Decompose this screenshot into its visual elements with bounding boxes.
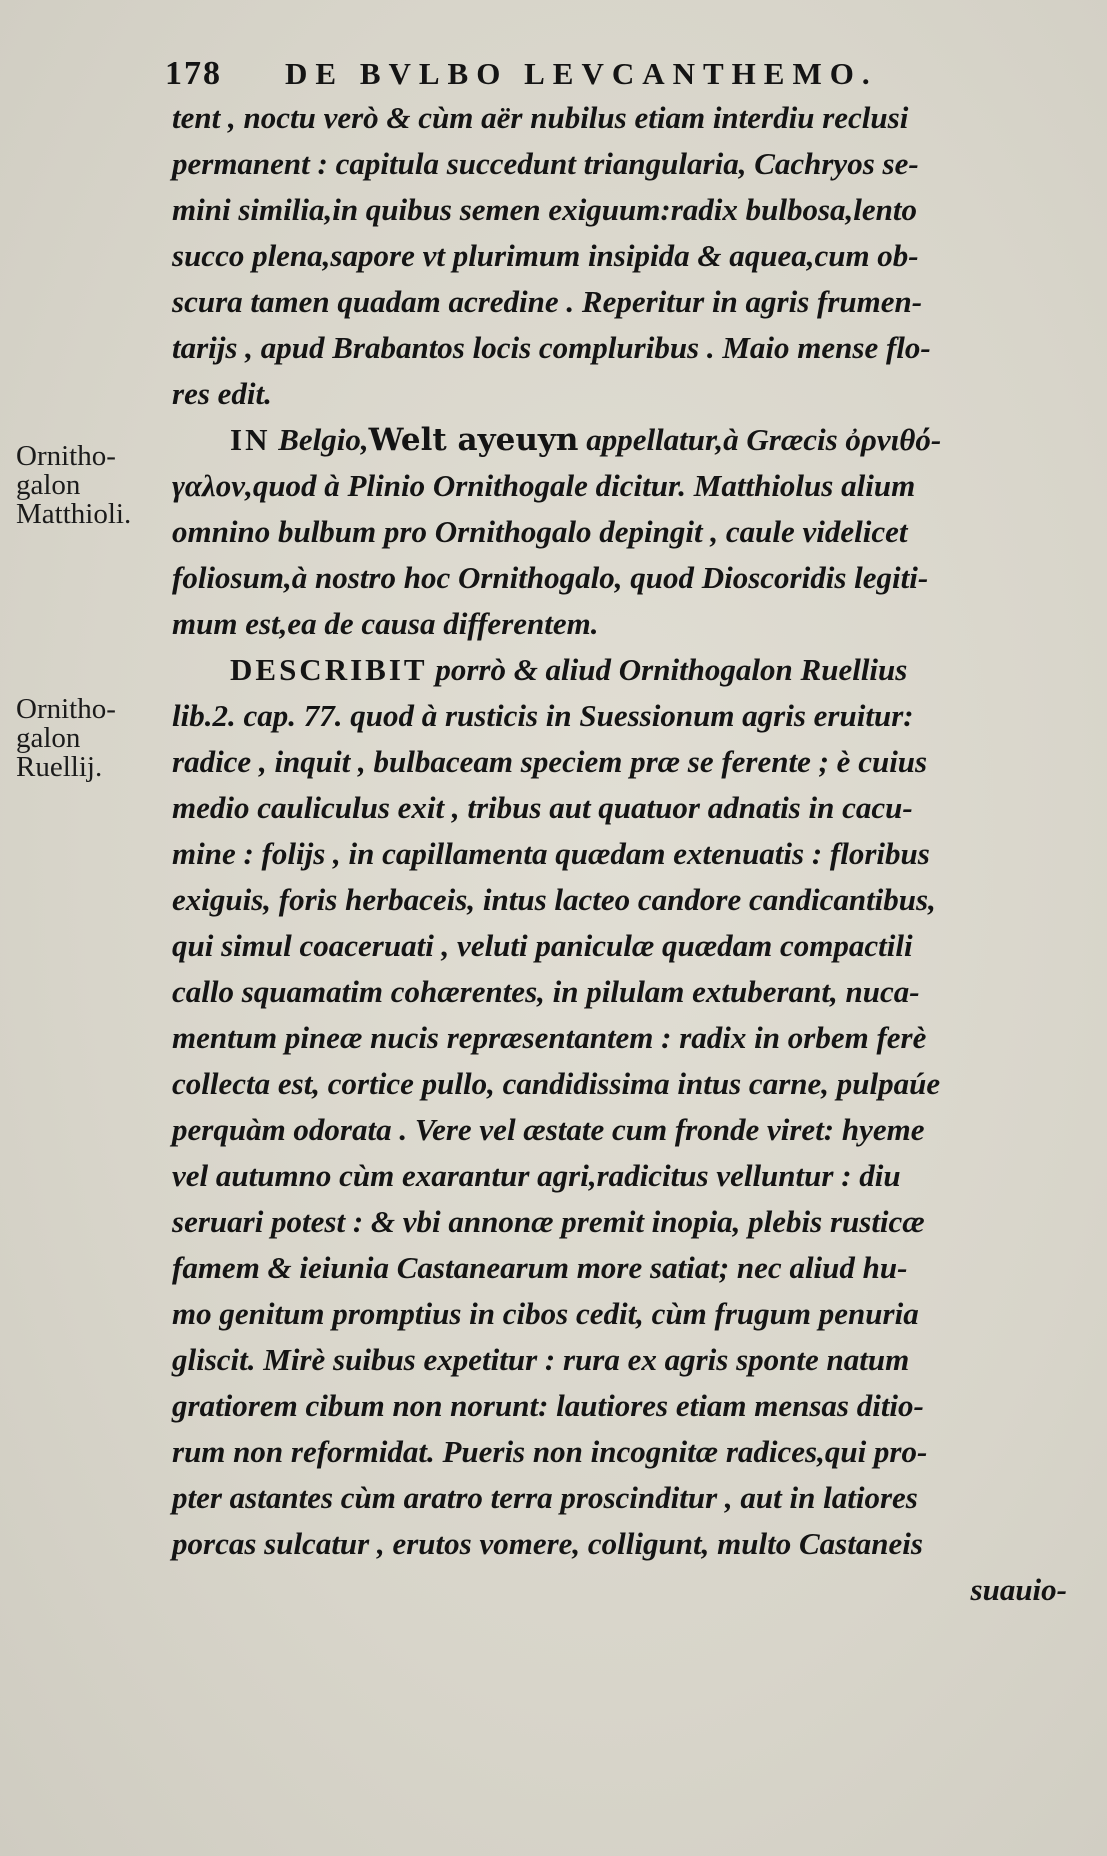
margin-note-ornithogalon-ruellij (16, 695, 166, 782)
text-line: succo plena,sapore vt plurimum insipida & aquea,cum ob- (172, 238, 919, 273)
paragraph-first-line (172, 417, 1077, 463)
initial-word: IN (230, 422, 271, 457)
text-line: foliosum,à nostro hoc Ornithogalo, quod Dioscoridis legiti- (172, 560, 929, 595)
margin-note-line: galon (16, 469, 81, 501)
blackletter-term: Welt ayeuyn (368, 422, 579, 458)
margin-note-ornithogalon-matthioli (16, 442, 166, 529)
initial-word: DESCRIBIT (230, 652, 428, 687)
text-line: γαλον,quod à Plinio Ornithogale dicitur. Matthiolus alium (172, 468, 916, 503)
text-line: mentum pineæ nucis repræsentantem : radix in orbem ferè (172, 1020, 927, 1055)
margin-note-line: galon (16, 722, 81, 754)
text-line: permanent : capitula succedunt triangularia, Cachryos se- (172, 146, 919, 181)
text-line: omnino bulbum pro Ornithogalo depingit , caule videlicet (172, 514, 908, 549)
text-line: gratiorem cibum non norunt: lautiores etiam mensas ditio- (172, 1388, 924, 1423)
text-line: pter astantes cùm aratro terra proscinditur , aut in latiores (172, 1480, 918, 1515)
text-line: exiguis, foris herbaceis, intus lacteo candore candicantibus, (172, 882, 936, 917)
text-line: callo squamatim cohærentes, in pilulam extuberant, nuca- (172, 974, 920, 1009)
text-line: mo genitum promptius in cibos cedit, cùm frugum penuria (172, 1296, 919, 1331)
catchword: suauio- (970, 1572, 1067, 1607)
page-header (165, 55, 1025, 95)
text-run: appellatur,à Græcis ὀρνιθό- (578, 422, 942, 457)
text-line: seruari potest : & vbi annonæ premit inopia, plebis rusticæ (172, 1204, 925, 1239)
text-line: tarijs , apud Brabantos locis compluribus . Maio mense flo- (172, 330, 931, 365)
margin-note-line: Matthioli. (16, 498, 132, 530)
text-line: mini similia,in quibus semen exiguum:radix bulbosa,lento (172, 192, 918, 227)
margin-note-line: Ornitho- (16, 440, 116, 472)
text-line: collecta est, cortice pullo, candidissima intus carne, pulpaúe (172, 1066, 941, 1101)
body-text (172, 95, 1077, 1613)
text-line: gliscit. Mirè suibus expetitur : rura ex agris sponte natum (172, 1342, 910, 1377)
text-line: medio cauliculus exit , tribus aut quatuor adnatis in cacu- (172, 790, 913, 825)
text-line: rum non reformidat. Pueris non incognitæ radices,qui pro- (172, 1434, 928, 1469)
text-line: vel autumno cùm exarantur agri,radicitus velluntur : diu (172, 1158, 901, 1193)
text-line: radice , inquit , bulbaceam speciem præ se ferente ; è cuius (172, 744, 928, 779)
text-line: mum est,ea de causa differentem. (172, 606, 599, 641)
text-line: porcas sulcatur , erutos vomere, colligunt, multo Castaneis (172, 1526, 923, 1561)
paragraph-first-line (172, 647, 1077, 693)
text-line: res edit. (172, 376, 272, 411)
text-line: tent , noctu verò & cùm aër nubilus etiam interdiu reclusi (172, 100, 909, 135)
text-line: mine : folijs , in capillamenta quædam extenuatis : floribus (172, 836, 930, 871)
text-run: Belgio, (270, 422, 369, 457)
text-line: lib.2. cap. 77. quod à rusticis in Suessionum agris eruitur: (172, 698, 914, 733)
margin-note-line: Ruellij. (16, 751, 103, 783)
margin-note-line: Ornitho- (16, 693, 116, 725)
running-title: DE BVLBO LEVCANTHEMO. (285, 56, 878, 91)
text-line: famem & ieiunia Castanearum more satiat; nec aliud hu- (172, 1250, 908, 1285)
text-line: scura tamen quadam acredine . Reperitur in agris frumen- (172, 284, 923, 319)
text-run: porrò & aliud Ornithogalon Ruellius (427, 652, 908, 687)
text-line: qui simul coaceruati , veluti paniculæ quædam compactili (172, 928, 913, 963)
text-line: perquàm odorata . Vere vel æstate cum fronde viret: hyeme (172, 1112, 925, 1147)
page-number: 178 (165, 55, 222, 92)
